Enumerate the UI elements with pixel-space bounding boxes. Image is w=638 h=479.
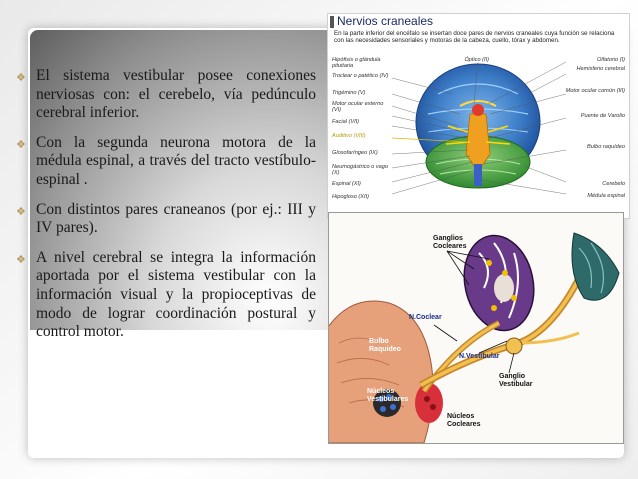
bullet-text: Con la segunda neurona motora de la médula espinal, a través del tracto vestíbulo-espinal . [36,133,316,188]
bullet-text: El sistema vestibular posee conexiones nerviosas con: el cerebelo, vía pedúnculo cerebral inferior. [36,67,316,122]
label-cerebelo: Cerebelo [602,181,625,187]
cranial-nerves-figure [327,13,630,219]
label-facial: Facial (VII) [332,119,360,125]
bullet-list [16,67,316,353]
bullet-item [16,67,316,123]
diamond-bullet-icon: ❖ [16,253,26,266]
label-hemisferio: Hemisferio cerebral [576,66,625,72]
label-espinal: Espinal (XI) [332,181,361,187]
figure-description: En la parte inferior del encéfalo se insertan doce pares de nervios craneales cuya función se relaciona con las necesidades sensoriales y motoras de la cabeza, cuello, tórax y abdomen. [334,30,615,44]
bullet-item [16,201,316,238]
label-olfatorio: Olfatorio (I) [597,57,625,63]
label-bulbo-raquideo: Bulbo raquídeo [587,144,625,150]
bullet-text: Con distintos pares craneanos (por ej.: III y IV pares). [36,200,316,237]
label-bulbo-raquideo: Bulbo Raquideo [369,338,401,353]
label-optico: Óptico (II) [464,57,489,63]
label-n-coclear: N.Coclear [409,314,442,321]
figure-title: Nervios craneales [337,14,434,28]
label-puente-varolio: Puente de Varolio [580,113,625,119]
label-hipofisis: Hipófisis o glándula pituitaria [332,57,381,69]
label-trigemino: Trigémino (V) [332,90,366,96]
label-auditivo: Auditivo (VIII) [332,133,366,139]
label-troclear: Troclear o patético (IV) [332,73,389,79]
label-nucleos-cocleares: Núcleos Cocleares [447,413,481,428]
label-ganglio-vestibular: Ganglio Vestibular [499,373,533,388]
label-glosofaringeo: Glosofaríngeo (IX) [332,150,378,156]
label-motor-ocular-comun: Motor ocular común (III) [565,88,625,94]
label-ganglios-cocleares: Ganglios Cocleares [433,235,467,250]
diamond-bullet-icon: ❖ [16,205,26,218]
vestibular-pathway-figure [328,212,624,444]
label-motor-ocular-externo: Motor ocular externo (VI) [332,101,384,113]
label-medula-espinal: Médula espinal [587,193,625,199]
bullet-item [16,134,316,190]
bullet-text: A nivel cerebral se integra la información aportada por el sistema vestibular con la información visual y la propioceptivas de modo de lograr coordinación postural y control motor. [36,248,316,341]
label-neumogastrico: Neumogástrico o vago (X) [332,164,388,176]
label-nucleos-vestibulares: Núcleos Vestibulares [367,388,409,403]
diamond-bullet-icon: ❖ [16,72,26,84]
label-n-vestibular: N.Vestibular [459,353,500,360]
label-hipogloso: Hipogloso (XII) [332,194,369,200]
bullet-item [16,249,316,342]
diamond-bullet-icon: ❖ [16,138,26,151]
